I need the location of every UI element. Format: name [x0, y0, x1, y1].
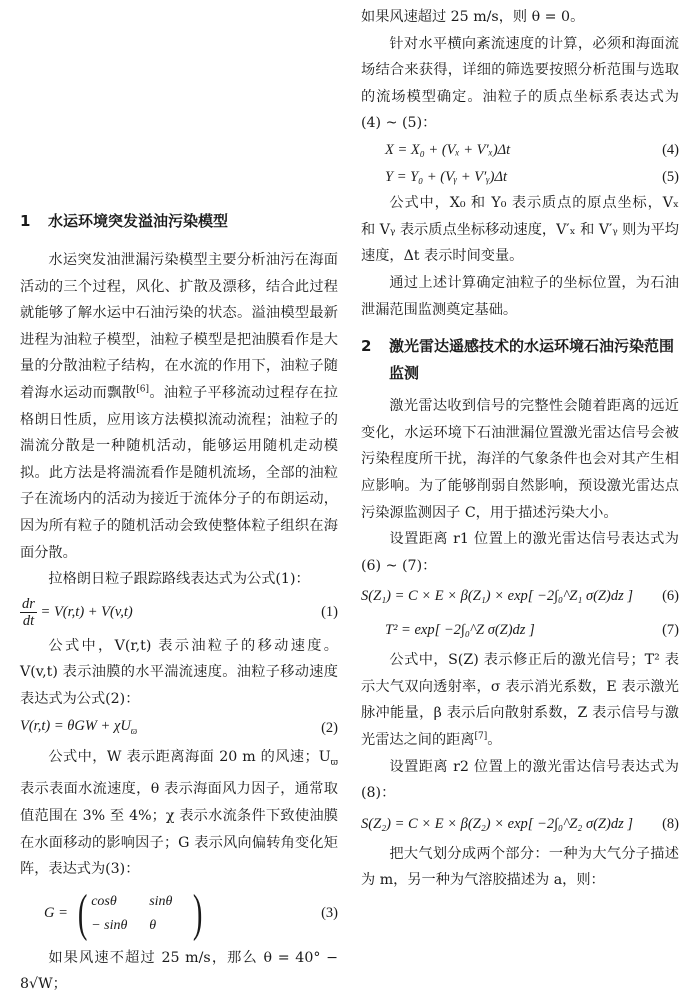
equation-6-tag: (6) [662, 587, 679, 604]
equation-3 [20, 883, 338, 945]
paragraph-coordinate-definition: 公式中，X₀ 和 Y₀ 表示质点的原点坐标，Vₓ 和 Vᵧ 表示质点坐标移动速度，V′ₓ 和 V′ᵧ 则为平均速度，Δt 表示时间变量。 [361, 195, 679, 265]
right-column [361, 0, 679, 894]
equation-1-tag: (1) [321, 604, 338, 621]
citation-7: [7] [474, 731, 488, 742]
paragraph-velocity-definition: 公式中，V(r,t) 表示油粒子的移动速度。V(v,t) 表示油膜的水平湍流速度。油粒子移动速度表达式为公式(2)： [20, 637, 338, 707]
equation-8: S(Z₂) = C × E × β(Z₂) × exp[ −2∫₀^Z₂ σ(Z)dz ] (8) [361, 807, 679, 841]
equation-7-tag: (7) [662, 621, 679, 638]
equation-5: Y = Y₀ + (Vᵧ + V′ᵧ)Δt (5) [361, 164, 679, 191]
equation-5-tag: (5) [662, 168, 679, 185]
equation-3-lhs: G = [44, 905, 68, 922]
equation-4-tag: (4) [662, 141, 679, 158]
equation-1-rhs: = V(r,t) + V(v,t) [40, 604, 133, 621]
equation-7: T² = exp[ −2∫₀^Z σ(Z)dz ] (7) [361, 613, 679, 647]
paragraph-foundation: 通过上述计算确定油粒子的坐标位置，为石油泄漏范围监测奠定基础。 [361, 274, 679, 318]
paragraph-wind-factors: 公式中，W 表示距离海面 20 m 的风速；$U_ϖ$ 表示表面水流速度，θ 表示海面风力因子，通常取值范围在 3% 至 4%；χ 表示水流条件下致使油膜在水面移动的影响因子；G 表示风向偏转角变化矩阵，表达式为(3)： [20, 748, 338, 878]
paragraph-wind-speed-exceeds: 如果风速超过 25 m/s，则 θ = 0。 [361, 9, 585, 25]
equation-1 [20, 593, 338, 633]
section-2-title: 激光雷达遥感技术的水运环境石油污染范围监测 [389, 337, 675, 383]
equation-2: $V(r,t) = \theta GW + \chi U_ϖ$ (2) [20, 713, 338, 744]
section-2-heading [361, 333, 679, 387]
paragraph-oil-particle-model: 水运突发油泄漏污染模型主要分析油污在海面活动的三个过程，风化、扩散及漂移，结合此过程就能够了解水运中石油污染的状态。溢油模型最新进程为油粒子模型，油粒子模型是把油膜看作是大量的分散油粒子结构，在水流的作用下，油粒子随着海水运动而飘散[6]。油粒子平移流动过程存在拉格朗日性质，应用该方法模拟流动流程；油粒子的湍流分散是一种随机活动，能够运用随机走动模拟。此方法是将湍流看作是随机流场，全部的油粒子在流场内的活动为接近于流体分子的布朗运动，因为所有粒子的随机活动会致使整体粒子组织在海面分散。 [20, 252, 338, 561]
equation-8-tag: (8) [662, 815, 679, 832]
section-1-title: 水运环境突发溢油污染模型 [48, 212, 229, 230]
paragraph-r1-signal: 设置距离 r1 位置上的激光雷达信号表达式为(6) ~ (7)： [361, 531, 679, 574]
equation-4: X = X₀ + (Vₓ + V′ₓ)Δt (4) [361, 137, 679, 164]
rotation-matrix: ( cosθ sinθ − sinθ θ ) [77, 884, 203, 942]
paragraph-lidar-signal: 激光雷达收到信号的完整性会随着距离的远近变化，水运环境下石油泄漏位置激光雷达信号会被污染程度所干扰，海洋的气象条件也会对其产生相应影响。为了能够削弱自然影响，预设激光雷达点污染源监测因子 C，用于描述污染大小。 [361, 398, 679, 521]
section-2-number: 2 [361, 337, 372, 356]
equation-6: S(Z₁) = C × E × β(Z₁) × exp[ −2∫₀^Z₁ σ(Z)dz ] (6) [361, 579, 679, 613]
equation-1-fraction: $\frac{dr}{dt}$ [22, 596, 35, 630]
paragraph-signal-variables: 公式中，S(Z) 表示修正后的激光信号；T² 表示大气双向透射率，σ 表示消光系数，E 表示激光脉冲能量，β 表示后向散射系数，Z 表示信号与激光雷达之间的距离[7]。 [361, 652, 679, 749]
paragraph-wind-speed-condition: 如果风速不超过 25 m/s，那么 θ = 40° − 8√W； [20, 949, 338, 993]
left-column [20, 0, 338, 998]
paragraph-turbulent-velocity: 针对水平横向紊流速度的计算，必须和海面流场结合来获得，详细的筛选要按照分析范围与选取的流场模型确定。油粒子的质点坐标系表达式为(4) ~ (5)： [361, 35, 679, 132]
paragraph-atmosphere-split: 把大气划分成两个部分：一种为大气分子描述为 m，另一种为气溶胶描述为 a，则： [361, 845, 679, 889]
paragraph-lagrange-intro: 拉格朗日粒子跟踪路线表达式为公式(1)： [48, 571, 310, 588]
equation-2-tag: (2) [321, 719, 338, 736]
equation-3-tag: (3) [321, 905, 338, 922]
section-1-number: 1 [20, 212, 31, 230]
paragraph-r2-signal: 设置距离 r2 位置上的激光雷达信号表达式为(8)： [361, 758, 679, 802]
citation-6: [6] [136, 384, 150, 395]
section-1-heading [20, 208, 338, 235]
